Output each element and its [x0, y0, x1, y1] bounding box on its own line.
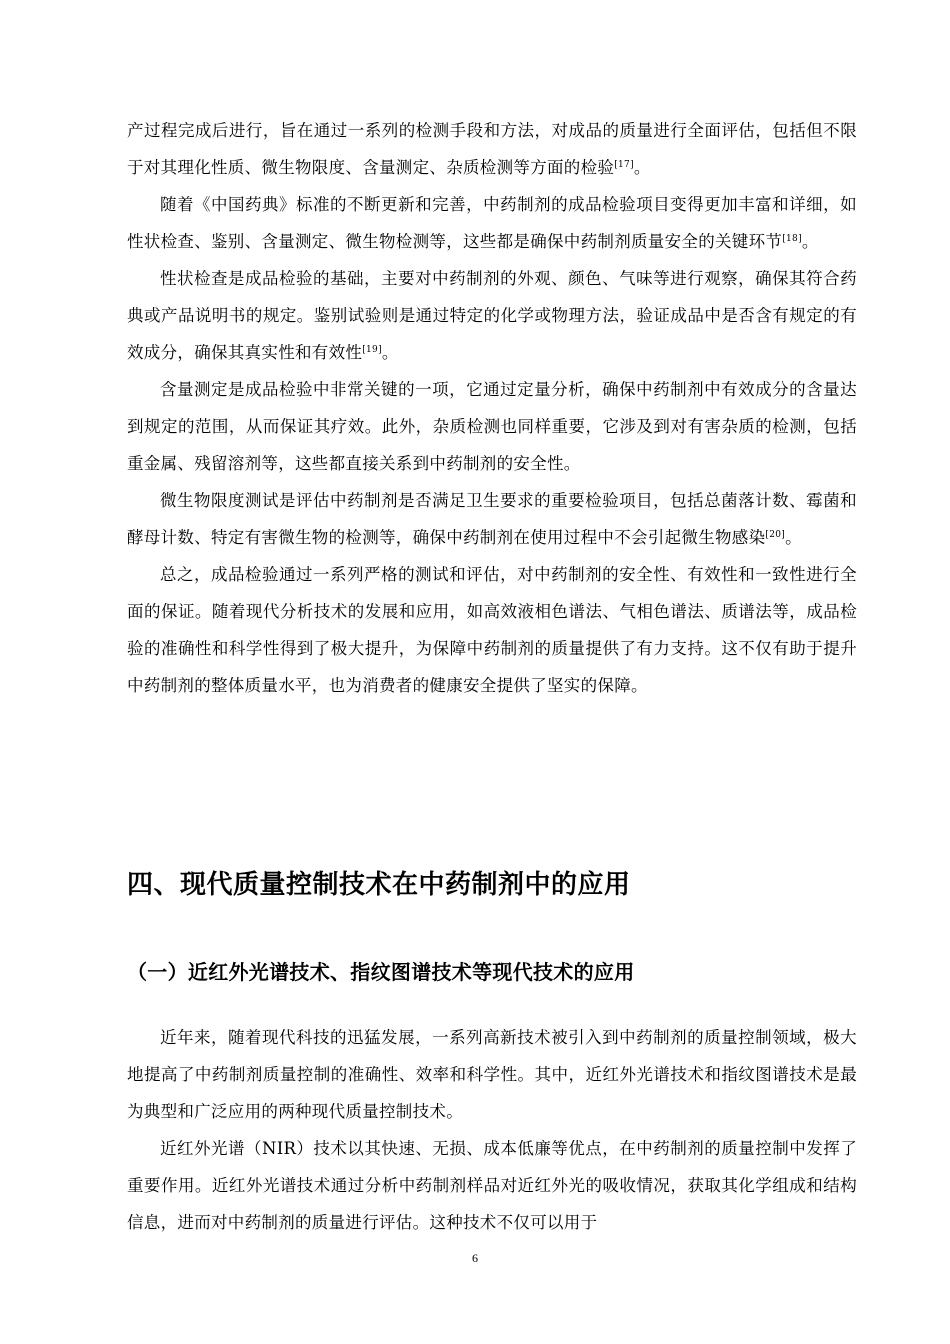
citation-19: [19] — [362, 345, 382, 355]
body-text-bottom — [127, 1019, 857, 1241]
paragraph-5-text: 微生物限度测试是评估中药制剂是否满足卫生要求的重要检验项目，包括总菌落计数、霉菌和酵母计数、特定有害微生物的检测等，确保中药制剂在使用过程中不会引起微生物感染 — [127, 491, 857, 547]
subsection-heading: （一）近红外光谱技术、指纹图谱技术等现代技术的应用 — [127, 960, 635, 984]
paragraph-8 — [127, 1130, 857, 1241]
section-heading: 四、现代质量控制技术在中药制剂中的应用 — [127, 870, 631, 900]
paragraph-3: 性状检查是成品检验的基础，主要对中药制剂的外观、颜色、气味等进行观察，确保其符合药典或产品说明书的规定。鉴别试验则是通过特定的化学或物理方法，验证成品中是否含有规定的有效成分，确保其真实性和有效性[19]。 — [127, 269, 857, 362]
paragraph-7 — [127, 1019, 857, 1130]
paragraph-8-text: 近红外光谱（NIR）技术以其快速、无损、成本低廉等优点，在中药制剂的质量控制中发挥了重要作用。近红外光谱技术通过分析中药制剂样品对近红外光的吸收情况，获取其化学组成和结构信息，进而对中药制剂的质量进行评估。这种技术不仅可以用于 — [127, 1139, 857, 1232]
citation-17: [17] — [614, 160, 634, 170]
paragraph-5: 微生物限度测试是评估中药制剂是否满足卫生要求的重要检验项目，包括总菌落计数、霉菌和酵母计数、特定有害微生物的检测等，确保中药制剂在使用过程中不会引起微生物感染[20]。 — [127, 491, 857, 547]
page-number: 6 — [472, 1251, 478, 1265]
paragraph-3-text: 性状检查是成品检验的基础，主要对中药制剂的外观、颜色、气味等进行观察，确保其符合药典或产品说明书的规定。鉴别试验则是通过特定的化学或物理方法，验证成品中是否含有规定的有效成分，确保其真实性和有效性 — [127, 269, 857, 362]
paragraph-2: 随着《中国药典》标准的不断更新和完善，中药制剂的成品检验项目变得更加丰富和详细，如性状检查、鉴别、含量测定、微生物检测等，这些都是确保中药制剂质量安全的关键环节[18]。 — [127, 195, 857, 251]
citation-18: [18] — [782, 234, 802, 244]
paragraph-2-text: 随着《中国药典》标准的不断更新和完善，中药制剂的成品检验项目变得更加丰富和详细，如性状检查、鉴别、含量测定、微生物检测等，这些都是确保中药制剂质量安全的关键环节 — [127, 195, 857, 251]
paragraph-6-text: 总之，成品检验通过一系列严格的测试和评估，对中药制剂的安全性、有效性和一致性进行全面的保证。随着现代分析技术的发展和应用，如高效液相色谱法、气相色谱法、质谱法等，成品检验的准确性和科学性得到了极大提升，为保障中药制剂的质量提供了有力支持。这不仅有助于提升中药制剂的整体质量水平，也为消费者的健康安全提供了坚实的保障。 — [127, 565, 857, 695]
body-text-top — [127, 112, 857, 704]
paragraph-7-text: 近年来，随着现代科技的迅猛发展，一系列高新技术被引入到中药制剂的质量控制领域，极大地提高了中药制剂质量控制的准确性、效率和科学性。其中，近红外光谱技术和指纹图谱技术是最为典型和广泛应用的两种现代质量控制技术。 — [127, 1028, 857, 1121]
citation-20: [20] — [765, 530, 786, 540]
paragraph-4 — [127, 371, 857, 482]
paragraph-1-text: 产过程完成后进行，旨在通过一系列的检测手段和方法，对成品的质量进行全面评估，包括但不限于对其理化性质、微生物限度、含量测定、杂质检测等方面的检验 — [127, 121, 857, 177]
paragraph-6 — [127, 556, 857, 704]
paragraph-1: 产过程完成后进行，旨在通过一系列的检测手段和方法，对成品的质量进行全面评估，包括但不限于对其理化性质、微生物限度、含量测定、杂质检测等方面的检验[17]。 — [127, 121, 857, 177]
paragraph-4-text: 含量测定是成品检验中非常关键的一项，它通过定量分析，确保中药制剂中有效成分的含量达到规定的范围，从而保证其疗效。此外，杂质检测也同样重要，它涉及到对有害杂质的检测，包括重金属、残留溶剂等，这些都直接关系到中药制剂的安全性。 — [127, 380, 857, 473]
